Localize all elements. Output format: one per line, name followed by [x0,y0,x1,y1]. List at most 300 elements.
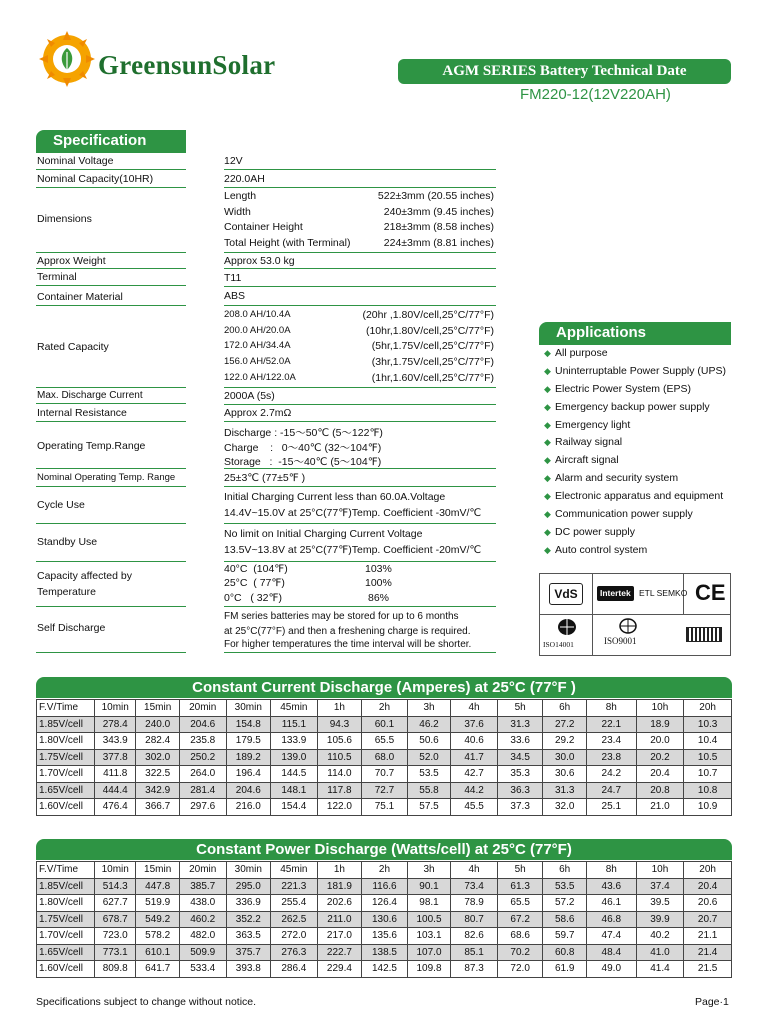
table-cell: 126.4 [362,895,408,912]
table-cell: 82.6 [451,928,498,945]
table-cell: 105.6 [317,733,362,750]
table-cell: 336.9 [226,895,271,912]
list-item-label: Electric Power System (EPS) [555,382,691,395]
table-row [37,878,732,895]
table-cell: 264.0 [179,766,226,783]
spec-value: 25±3℃ (77±5℉ ) [224,472,306,484]
table-cell: 610.1 [136,944,180,961]
capacity-condition: (10hr,1.80V/cell,25°C/77°F) [365,325,494,337]
table-cell: 139.0 [271,749,318,766]
table-header-cell: 3h [407,862,451,879]
table-cell: 447.8 [136,878,180,895]
list-item [544,383,744,401]
row-divider [36,468,186,469]
table-cell: 24.2 [586,766,636,783]
certification-box [539,573,731,656]
diamond-bullet-icon: ◆ [544,401,551,412]
table-header-cell: 2h [362,700,408,717]
table-row [37,928,732,945]
table-cell: 65.5 [362,733,408,750]
spec-label: Dimensions [37,213,92,225]
capacity-condition: (5hr,1.75V/cell,25°C/77°F) [371,340,494,352]
temp-percent: 86% [368,592,390,604]
dimension-name: Container Height [224,221,303,233]
table-cell: 22.1 [586,716,636,733]
table-cell: 641.7 [136,961,180,978]
table-cell: 53.5 [407,766,451,783]
spec-label: Approx Weight [37,255,106,267]
spec-label: Self Discharge [37,622,106,634]
spec-label: Terminal [37,271,77,283]
table-cell: 42.7 [451,766,498,783]
table-cell: 61.9 [543,961,587,978]
table-cell: 154.4 [271,799,318,816]
row-divider [224,286,496,287]
row-divider [36,606,186,607]
table-header-row [37,862,732,879]
table-cell: 282.4 [136,733,180,750]
table-cell: 204.6 [226,782,271,799]
row-divider [224,169,496,170]
list-item [544,365,744,383]
model-number: FM220-12(12V220AH) [520,86,671,103]
row-label-cell: 1.80V/cell [37,733,95,750]
specification-heading: Specification [36,130,186,151]
spec-value: 2000A (5s) [224,390,275,402]
row-divider [36,523,186,524]
table-cell: 46.1 [586,895,636,912]
table-header-cell: 6h [543,862,587,879]
table-cell: 58.6 [543,911,587,928]
table-cell: 87.3 [451,961,498,978]
standby-line: 13.5V~13.8V at 25°C(77℉)Temp. Coefficient -20mV/℃ [224,544,482,556]
table-cell: 10.8 [684,782,732,799]
brand-name: GreensunSolar [98,50,276,80]
diamond-bullet-icon: ◆ [544,365,551,376]
table-cell: 116.6 [362,878,408,895]
table-cell: 377.8 [95,749,136,766]
list-item [544,454,744,472]
table-header-cell: 30min [226,862,271,879]
page-number: Page·1 [695,996,729,1008]
diamond-bullet-icon: ◆ [544,419,551,430]
table-header-cell: 5h [497,700,543,717]
spec-value: Approx 53.0 kg [224,255,295,267]
spec-label: Temperature [37,586,96,598]
row-divider [36,652,186,653]
temp-percent: 103% [365,563,392,575]
table-cell: 202.6 [317,895,362,912]
table-cell: 20.4 [636,766,684,783]
diamond-bullet-icon: ◆ [544,544,551,555]
row-label-cell: 1.75V/cell [37,749,95,766]
table-cell: 29.2 [543,733,587,750]
table-row [37,782,732,799]
list-item [544,347,744,365]
table-header-cell: 4h [451,862,498,879]
table-cell: 181.9 [317,878,362,895]
table-cell: 24.7 [586,782,636,799]
self-discharge-line: at 25°C(77°F) and then a freshening charge is required. [224,626,471,637]
row-divider [36,252,186,253]
row-divider [224,305,496,306]
table-cell: 438.0 [179,895,226,912]
table-header-cell: 30min [226,700,271,717]
spec-label: Internal Resistance [37,407,127,419]
table-cell: 20.8 [636,782,684,799]
table-cell: 154.8 [226,716,271,733]
current-discharge-table [36,699,732,816]
table-cell: 21.4 [684,944,732,961]
capacity-condition: (3hr,1.75V/cell,25°C/77°F) [371,356,494,368]
table-cell: 32.0 [543,799,587,816]
row-divider [36,387,186,388]
table-cell: 40.2 [636,928,684,945]
table-cell: 85.1 [451,944,498,961]
table-cell: 302.0 [136,749,180,766]
table-cell: 61.3 [497,878,543,895]
dimension-value: 224±3mm (8.81 inches) [383,237,494,249]
capacity-value: 208.0 AH/10.4A [224,309,291,320]
diamond-bullet-icon: ◆ [544,383,551,394]
table-header-cell: 20min [179,700,226,717]
table-cell: 31.3 [497,716,543,733]
capacity-value: 172.0 AH/34.4A [224,340,291,351]
row-divider [224,404,496,405]
document-title: AGM SERIES Battery Technical Date [398,59,731,84]
table-cell: 135.6 [362,928,408,945]
spec-label: Nominal Operating Temp. Range [37,472,176,483]
temp-line: Charge : 0～40℃ (32～104℉) [224,442,382,454]
table-cell: 41.7 [451,749,498,766]
table-cell: 366.7 [136,799,180,816]
row-label-cell: 1.70V/cell [37,928,95,945]
table-cell: 179.5 [226,733,271,750]
spec-value: 220.0AH [224,173,265,185]
table-cell: 133.9 [271,733,318,750]
table-cell: 322.5 [136,766,180,783]
table-cell: 20.2 [636,749,684,766]
table-cell: 18.9 [636,716,684,733]
spec-value: 12V [224,155,243,167]
table-cell: 278.4 [95,716,136,733]
table-cell: 222.7 [317,944,362,961]
table-cell: 21.5 [684,961,732,978]
table-cell: 37.6 [451,716,498,733]
table-row [37,961,732,978]
list-item [544,419,744,437]
table-row [37,911,732,928]
table-cell: 122.0 [317,799,362,816]
table-cell: 272.0 [271,928,318,945]
table-header-cell: 45min [271,700,318,717]
table-cell: 250.2 [179,749,226,766]
table-cell: 297.6 [179,799,226,816]
list-item-label: Emergency light [555,418,631,431]
table-row [37,895,732,912]
table-cell: 204.6 [179,716,226,733]
table-cell: 20.6 [684,895,732,912]
table-header-cell: 1h [317,700,362,717]
iso9001-label: ISO9001 [604,636,637,646]
cert-divider [540,614,730,615]
temp-line: Storage : -15～40℃ (5～104℉) [224,456,382,468]
row-label-cell: 1.70V/cell [37,766,95,783]
row-divider [224,268,496,269]
table-cell: 10.5 [684,749,732,766]
spec-label: Capacity affected by [37,570,132,582]
table-cell: 41.4 [636,961,684,978]
capacity-value: 156.0 AH/52.0A [224,356,291,367]
row-divider [224,187,496,188]
row-divider [36,187,186,188]
capacity-value: 122.0 AH/122.0A [224,372,296,383]
table-cell: 68.0 [362,749,408,766]
table-cell: 142.5 [362,961,408,978]
certificate-badge-icon [686,627,722,642]
table-cell: 235.8 [179,733,226,750]
table-cell: 53.5 [543,878,587,895]
dimension-value: 218±3mm (8.58 inches) [383,221,494,233]
table-cell: 41.0 [636,944,684,961]
table-header-cell: 10min [95,700,136,717]
table-cell: 50.6 [407,733,451,750]
row-label-cell: 1.65V/cell [37,782,95,799]
table-cell: 286.4 [271,961,318,978]
table-cell: 23.8 [586,749,636,766]
table-cell: 281.4 [179,782,226,799]
globe-icon [557,618,577,636]
table-cell: 45.5 [451,799,498,816]
table-cell: 352.2 [226,911,271,928]
table-cell: 723.0 [95,928,136,945]
table-cell: 46.8 [586,911,636,928]
iso14001-label: ISO14001 [543,640,574,649]
table-cell: 70.2 [497,944,543,961]
table-cell: 48.4 [586,944,636,961]
list-item [544,401,744,419]
sun-logo-icon [38,30,96,88]
row-divider [224,468,496,469]
applications-section [539,322,731,345]
table-cell: 10.7 [684,766,732,783]
table-row [37,799,732,816]
table-cell: 98.1 [407,895,451,912]
list-item-label: Uninterruptable Power Supply (UPS) [555,364,726,377]
table-header-cell: F.V/Time [37,700,95,717]
table-cell: 47.4 [586,928,636,945]
spec-label: Nominal Voltage [37,155,114,167]
row-label-cell: 1.60V/cell [37,799,95,816]
table-cell: 211.0 [317,911,362,928]
diamond-bullet-icon: ◆ [544,526,551,537]
table-cell: 110.5 [317,749,362,766]
table-cell: 57.5 [407,799,451,816]
diamond-bullet-icon: ◆ [544,455,551,466]
row-divider [224,387,496,388]
table-cell: 44.2 [451,782,498,799]
row-divider [36,403,186,404]
list-item [544,436,744,454]
table-cell: 65.5 [497,895,543,912]
table-cell: 68.6 [497,928,543,945]
table-header-cell: 5h [497,862,543,879]
table-cell: 70.7 [362,766,408,783]
table-cell: 43.6 [586,878,636,895]
table-row [37,944,732,961]
table-header-cell: 8h [586,862,636,879]
table-cell: 72.0 [497,961,543,978]
table-cell: 809.8 [95,961,136,978]
table-cell: 60.1 [362,716,408,733]
table-cell: 109.8 [407,961,451,978]
table-cell: 229.4 [317,961,362,978]
table-cell: 138.5 [362,944,408,961]
table-cell: 21.1 [684,928,732,945]
diamond-bullet-icon: ◆ [544,509,551,520]
current-table-title: Constant Current Discharge (Amperes) at 25°C (77°F ) [36,677,732,698]
table-cell: 39.9 [636,911,684,928]
intertek-logo: Intertek [597,586,634,601]
globe-icon [618,618,638,634]
row-label-cell: 1.80V/cell [37,895,95,912]
table-header-cell: 10min [95,862,136,879]
table-cell: 20.4 [684,878,732,895]
self-discharge-line: FM series batteries may be stored for up to 6 months [224,611,459,622]
table-cell: 114.0 [317,766,362,783]
table-cell: 476.4 [95,799,136,816]
table-header-cell: 4h [451,700,498,717]
row-label-cell: 1.65V/cell [37,944,95,961]
table-cell: 255.4 [271,895,318,912]
table-cell: 115.1 [271,716,318,733]
list-item-label: Railway signal [555,436,623,449]
table-cell: 460.2 [179,911,226,928]
applications-heading: Applications [539,322,731,343]
row-divider [224,523,496,524]
row-divider [224,652,496,653]
row-divider [36,285,186,286]
table-cell: 60.8 [543,944,587,961]
table-cell: 221.3 [271,878,318,895]
table-header-cell: 8h [586,700,636,717]
table-cell: 23.4 [586,733,636,750]
row-divider [36,268,186,269]
table-cell: 678.7 [95,911,136,928]
dimension-value: 522±3mm (20.55 inches) [377,190,494,202]
capacity-value: 200.0 AH/20.0A [224,325,291,336]
table-cell: 94.3 [317,716,362,733]
table-header-cell: 20min [179,862,226,879]
row-divider [36,561,186,562]
table-cell: 343.9 [95,733,136,750]
table-cell: 80.7 [451,911,498,928]
list-item-label: Aircraft signal [555,454,619,467]
spec-label: Cycle Use [37,499,85,511]
table-header-cell: 15min [136,700,180,717]
table-header-cell: 45min [271,862,318,879]
diamond-bullet-icon: ◆ [544,473,551,484]
table-cell: 189.2 [226,749,271,766]
table-cell: 20.7 [684,911,732,928]
self-discharge-line: For higher temperatures the time interval will be shorter. [224,639,472,650]
table-cell: 627.7 [95,895,136,912]
row-divider [224,486,496,487]
list-item [544,472,744,490]
table-cell: 20.0 [636,733,684,750]
row-divider [224,606,496,607]
table-cell: 411.8 [95,766,136,783]
row-label-cell: 1.85V/cell [37,878,95,895]
spec-label: Operating Temp.Range [37,440,146,452]
table-header-cell: 2h [362,862,408,879]
vds-logo: VdS [549,583,583,605]
table-row [37,749,732,766]
spec-value: T11 [224,272,242,284]
list-item-label: Alarm and security system [555,472,679,485]
row-label-cell: 1.75V/cell [37,911,95,928]
table-cell: 21.0 [636,799,684,816]
table-cell: 55.8 [407,782,451,799]
table-cell: 393.8 [226,961,271,978]
table-cell: 39.5 [636,895,684,912]
table-cell: 40.6 [451,733,498,750]
row-divider [36,486,186,487]
temp-value: 40°C (104℉) [224,563,288,575]
standby-line: No limit on Initial Charging Current Voltage [224,528,423,540]
list-item-label: Auto control system [555,543,648,556]
table-header-cell: 6h [543,700,587,717]
table-cell: 78.9 [451,895,498,912]
spec-value: ABS [224,290,246,302]
table-cell: 59.7 [543,928,587,945]
table-cell: 30.0 [543,749,587,766]
section-divider [36,151,186,153]
table-header-cell: 10h [636,862,684,879]
diamond-bullet-icon: ◆ [544,491,551,502]
table-cell: 216.0 [226,799,271,816]
table-row [37,716,732,733]
table-cell: 10.9 [684,799,732,816]
dimension-name: Total Height (with Terminal) [224,237,351,249]
spec-label: Rated Capacity [37,341,109,353]
list-item [544,526,744,544]
table-cell: 49.0 [586,961,636,978]
table-cell: 37.4 [636,878,684,895]
temp-percent: 100% [365,577,392,589]
row-divider [36,305,186,306]
table-cell: 73.4 [451,878,498,895]
table-cell: 117.8 [317,782,362,799]
temp-value: 0°C ( 32℉) [224,592,282,604]
table-header-cell: 3h [407,700,451,717]
temp-line: Discharge : -15～50℃ (5～122℉) [224,427,383,439]
table-row [37,733,732,750]
table-cell: 578.2 [136,928,180,945]
footer-note: Specifications subject to change without notice. [36,996,257,1008]
table-cell: 519.9 [136,895,180,912]
list-item-label: Electronic apparatus and equipment [555,490,724,503]
table-cell: 148.1 [271,782,318,799]
table-cell: 363.5 [226,928,271,945]
table-header-row [37,700,732,717]
table-cell: 130.6 [362,911,408,928]
table-cell: 33.6 [497,733,543,750]
row-label-cell: 1.60V/cell [37,961,95,978]
section-divider [539,343,731,345]
list-item-label: All purpose [555,347,608,359]
table-header-cell: 1h [317,862,362,879]
